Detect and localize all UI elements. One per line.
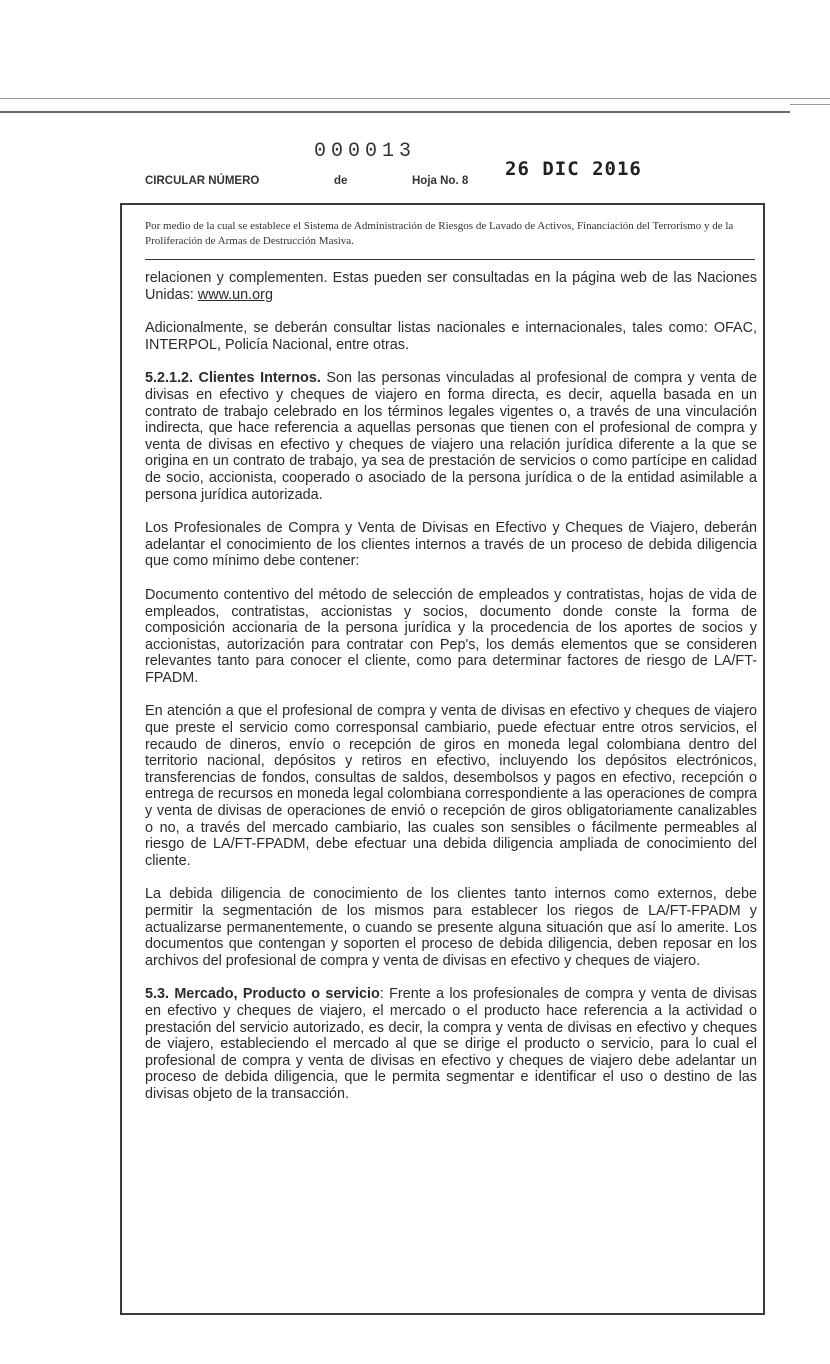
paragraph-2: Adicionalmente, se deberán consultar listas nacionales e internacionales, tales como: OFAC, INTERPOL, Policía Nacional, entre otras.: [145, 320, 757, 353]
section-heading-5-2-1-2: 5.2.1.2. Clientes Internos.: [145, 370, 321, 387]
subject-rule: [145, 259, 755, 260]
date-stamp: 26 DIC 2016: [505, 158, 642, 180]
paragraph-3: 5.2.1.2. Clientes Internos. Son las personas vinculadas al profesional de compra y venta de divisas en efectivo y cheques de viajero en forma directa, es decir, aquella basada en un contrato de trabajo celebrado en los términos legales vigentes o, a través de una vinculación indirecta, que hace referencia a aquellas personas que tienen con el profesional de compra y venta de divisas en efectivo y cheques de viajero una relación jurídica diferente a la que se origina en un contrato de trabajo, ya sea de prestación de servicios o como partícipe en calidad de socio, accionista, cooperado o asociado de la persona jurídica o de la entidad asimilable a persona jurídica autorizada.: [145, 370, 757, 503]
paragraph-4: Los Profesionales de Compra y Venta de Divisas en Efectivo y Cheques de Viajero, deberán adelantar el conocimiento de los clientes internos a través de un proceso de debida diligencia que como mínimo debe contener:: [145, 520, 757, 570]
hoja-label: Hoja No. 8: [412, 175, 469, 187]
paragraph-5: Documento contentivo del método de selección de empleados y contratistas, hojas de vida de empleados, contratistas, accionistas y socios, documento donde conste la forma de composición accionaria de la persona jurídica y la procedencia de los aportes de socios y accionistas, autorización para contratar con Pep's, los demás elementos que se consideren relevantes tanto para conocer el cliente, como para determinar factores de riesgo de LA/FT-FPADM.: [145, 586, 757, 686]
circular-number: 000013: [314, 140, 417, 163]
top-rule: [0, 98, 830, 99]
un-link[interactable]: www.un.org: [197, 286, 273, 303]
paragraph-6: En atención a que el profesional de compra y venta de divisas en efectivo y cheques de viajero que preste el servicio como corresponsal cambiario, puede efectuar entre otros servicios, el recaudo de dineros, envío o recepción de giros en moneda legal colombiana dentro del territorio nacional, depósitos y retiros en efectivo, incluyendo los depósitos electrónicos, transferencias de fondos, consultas de saldos, desembolsos y pagos en efectivo, recepción o entrega de recursos en moneda legal colombiana correspondiente a las operaciones de compra y venta de divisas de operaciones de envió o recepción de giros obligatoriamente canalizables o no, a través del mercado cambiario, las cuales son sensibles o fácilmente permeables al riesgo de LA/FT-FPADM, debe efectuar una debida diligencia ampliada de conocimiento del cliente.: [145, 703, 757, 869]
subject-heading: Por medio de la cual se establece el Sistema de Administración de Riesgos de Lavado de Activos, Financiación del Terrorismo y de la Proliferación de Armas de Destrucción Masiva.: [145, 220, 734, 247]
top-rule-short: [790, 104, 830, 105]
paragraph-8: 5.3. Mercado, Producto o servicio: Frente a los profesionales de compra y venta de divisas en efectivo y cheques de viajero, el mercado o el producto hace referencia a la actividad o prestación del servicio autorizado, es decir, la compra y venta de divisas en efectivo y cheques de viajero, estableciendo el mercado al que se dirige el producto o servicio, para lo cual el profesional de compra y venta de divisas en efectivo y cheques de viajero debe adelantar un proceso de debida diligencia, que le permita segmentar e identificar el uso o destino de las divisas objeto de la transacción.: [145, 986, 757, 1102]
document-body: [145, 270, 757, 1120]
section-heading-5-3: 5.3. Mercado, Producto o servicio: [145, 986, 380, 1003]
de-label: de: [334, 175, 348, 187]
circular-label: CIRCULAR NÚMERO: [145, 175, 260, 187]
paragraph-1: relacionen y complementen. Estas pueden ser consultadas en la página web de las Naciones Unidas: www.un.org: [145, 270, 757, 303]
paragraph-7: La debida diligencia de conocimiento de los clientes tanto internos como externos, debe permitir la segmentación de los mismos para establecer los riegos de LA/FT-FPADM y actualizarse permanentemente, o cuando se presente alguna situación que así lo amerite. Los documentos que contengan y soporten el proceso de debida diligencia, deben reposar en los archivos del profesional de compra y venta de divisas en efectivo y cheques de viajero.: [145, 886, 757, 969]
top-rule-thick: [0, 111, 790, 113]
